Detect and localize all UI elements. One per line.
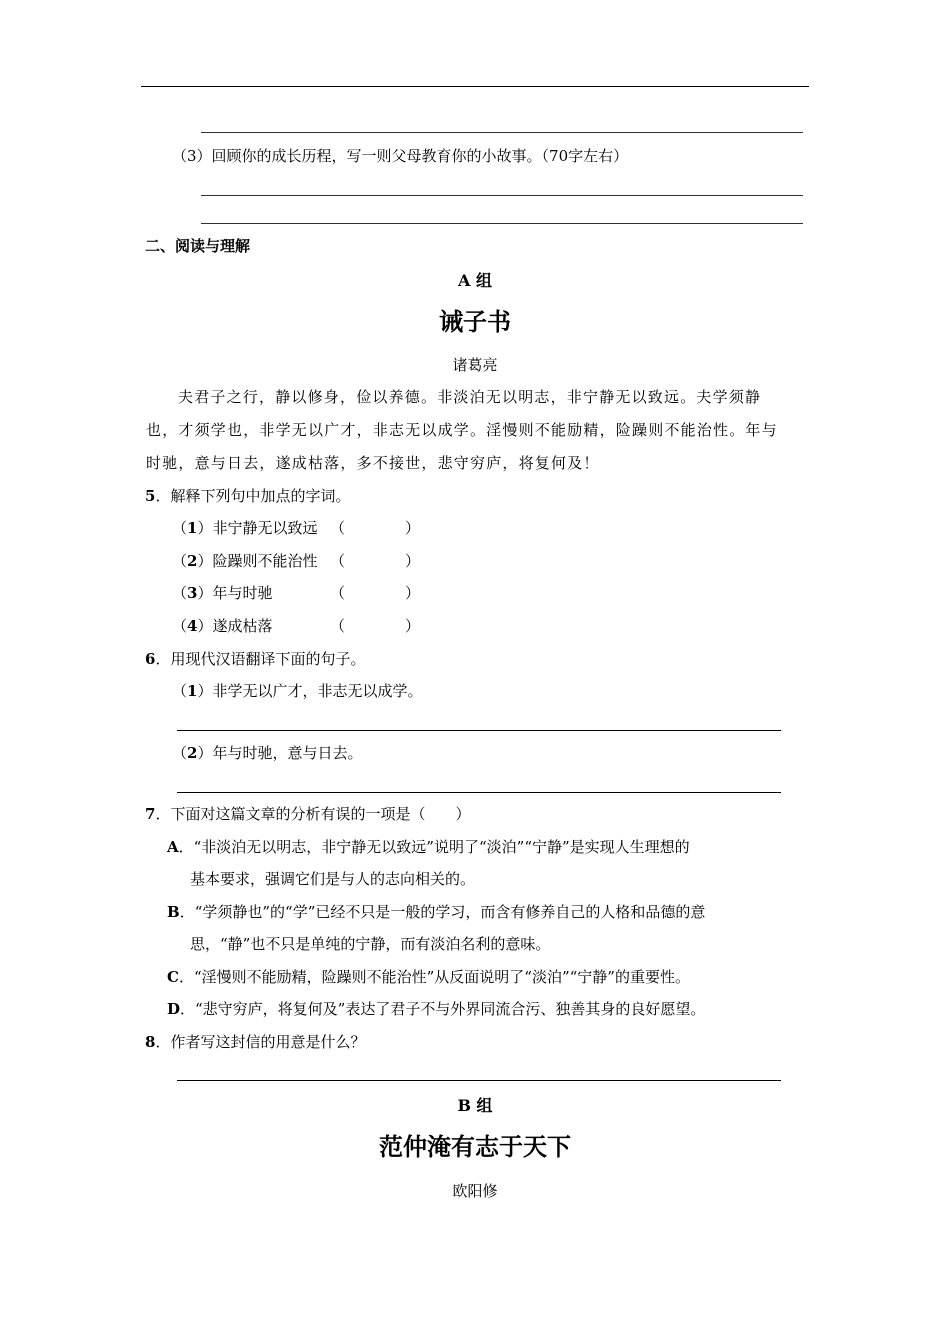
group-b-label: B 组	[457, 1096, 493, 1115]
q5-blank-open[interactable]: （	[330, 617, 346, 635]
option-letter: D	[167, 1000, 181, 1018]
option-b-cont: 思，“静”也不只是单纯的宁静，而有淡泊名利的意味。	[190, 935, 551, 953]
group-a-label: A 组	[458, 271, 492, 290]
question-number: 7	[145, 805, 156, 823]
q5-blank-close[interactable]: ）	[405, 552, 421, 570]
question-stem: ．作者写这封信的用意是什么？	[155, 1033, 366, 1051]
header-rule	[141, 86, 809, 87]
option-letter: B	[167, 903, 180, 921]
option-a[interactable]	[167, 837, 690, 857]
q6-item: （2）年与时驰，意与日去。	[172, 744, 363, 762]
group-b-title: 范仲淹有志于天下	[379, 1133, 571, 1161]
item-number: 4	[187, 617, 198, 635]
group-a-title: 诫子书	[439, 308, 511, 336]
group-b-author: 欧阳修	[452, 1182, 498, 1200]
item-number: 3	[187, 584, 198, 602]
option-text: ．“淫慢则不能励精，险躁则不能治性”从反面说明了“淡泊”“宁静”的重要性。	[178, 968, 690, 986]
group-a-author: 诸葛亮	[452, 356, 498, 374]
option-c[interactable]	[167, 967, 690, 987]
answer-line[interactable]	[201, 132, 803, 133]
answer-line[interactable]	[177, 1080, 781, 1081]
item-text: 年与时驰，意与日去。	[212, 744, 363, 762]
question-3: （3）回顾你的成长历程，写一则父母教育你的小故事。（70字左右）	[172, 147, 629, 165]
q5-blank-open[interactable]: （	[330, 552, 346, 570]
passage-line: 时驰，意与日去，遂成枯落，多不接世，悲守穷庐，将复何及！	[146, 454, 600, 472]
option-letter: C	[167, 968, 179, 986]
option-a-cont: 基本要求，强调它们是与人的志向相关的。	[190, 870, 476, 888]
item-text: 年与时驰	[212, 584, 273, 602]
question-stem: ．解释下列句中加点的字词。	[155, 487, 351, 505]
q5-blank-close[interactable]: ）	[405, 584, 421, 602]
answer-line[interactable]	[177, 730, 781, 731]
question-7	[145, 804, 470, 824]
item-number: 2	[187, 744, 198, 762]
q6-item: （1）非学无以广才，非志无以成学。	[172, 682, 423, 700]
item-text: 非宁静无以致远	[212, 519, 318, 537]
question-number: 8	[145, 1033, 156, 1051]
item-text: 险躁则不能治性	[212, 552, 318, 570]
passage-line: 夫君子之行，静以修身，俭以养德。非淡泊无以明志，非宁静无以致远。夫学须静	[178, 388, 762, 406]
q5-item: （3）年与时驰	[172, 584, 273, 602]
option-text: ．“悲守穷庐，将复何及”表达了君子不与外界同流合污、独善其身的良好愿望。	[180, 1000, 706, 1018]
q5-blank-open[interactable]: （	[330, 584, 346, 602]
answer-line[interactable]	[177, 792, 781, 793]
q5-item: （1）非宁静无以致远	[172, 519, 318, 537]
question-stem: ．用现代汉语翻译下面的句子。	[155, 650, 366, 668]
option-letter: A	[167, 838, 179, 856]
option-text: ．“学须静也”的“学”已经不只是一般的学习，而含有修养自己的人格和品德的意	[179, 903, 706, 921]
answer-line[interactable]	[201, 223, 803, 224]
q5-blank-open[interactable]: （	[330, 519, 346, 537]
answer-line[interactable]	[201, 195, 803, 196]
item-text: 遂成枯落	[212, 617, 273, 635]
question-5	[145, 486, 350, 506]
item-number: 2	[187, 552, 198, 570]
q5-blank-close[interactable]: ）	[405, 519, 421, 537]
q5-item: （2）险躁则不能治性	[172, 552, 318, 570]
q5-blank-close[interactable]: ）	[405, 617, 421, 635]
question-8	[145, 1032, 365, 1052]
section-heading: 二、阅读与理解	[145, 237, 251, 255]
option-b[interactable]	[167, 902, 705, 922]
question-number: 5	[145, 487, 156, 505]
passage-line: 也，才须学也，非学无以广才，非志无以成学。淫慢则不能励精，险躁则不能治性。年与	[146, 421, 778, 439]
item-number: 1	[187, 519, 198, 537]
option-text: ．“非淡泊无以明志，非宁静无以致远”说明了“淡泊”“宁静”是实现人生理想的	[178, 838, 690, 856]
q5-item: （4）遂成枯落	[172, 617, 273, 635]
item-number: 1	[187, 682, 198, 700]
question-stem: ．下面对这篇文章的分析有误的一项是（ ）	[155, 805, 471, 823]
question-6	[145, 649, 365, 669]
item-text: 非学无以广才，非志无以成学。	[212, 682, 423, 700]
option-d[interactable]	[167, 999, 705, 1019]
question-number: 6	[145, 650, 156, 668]
